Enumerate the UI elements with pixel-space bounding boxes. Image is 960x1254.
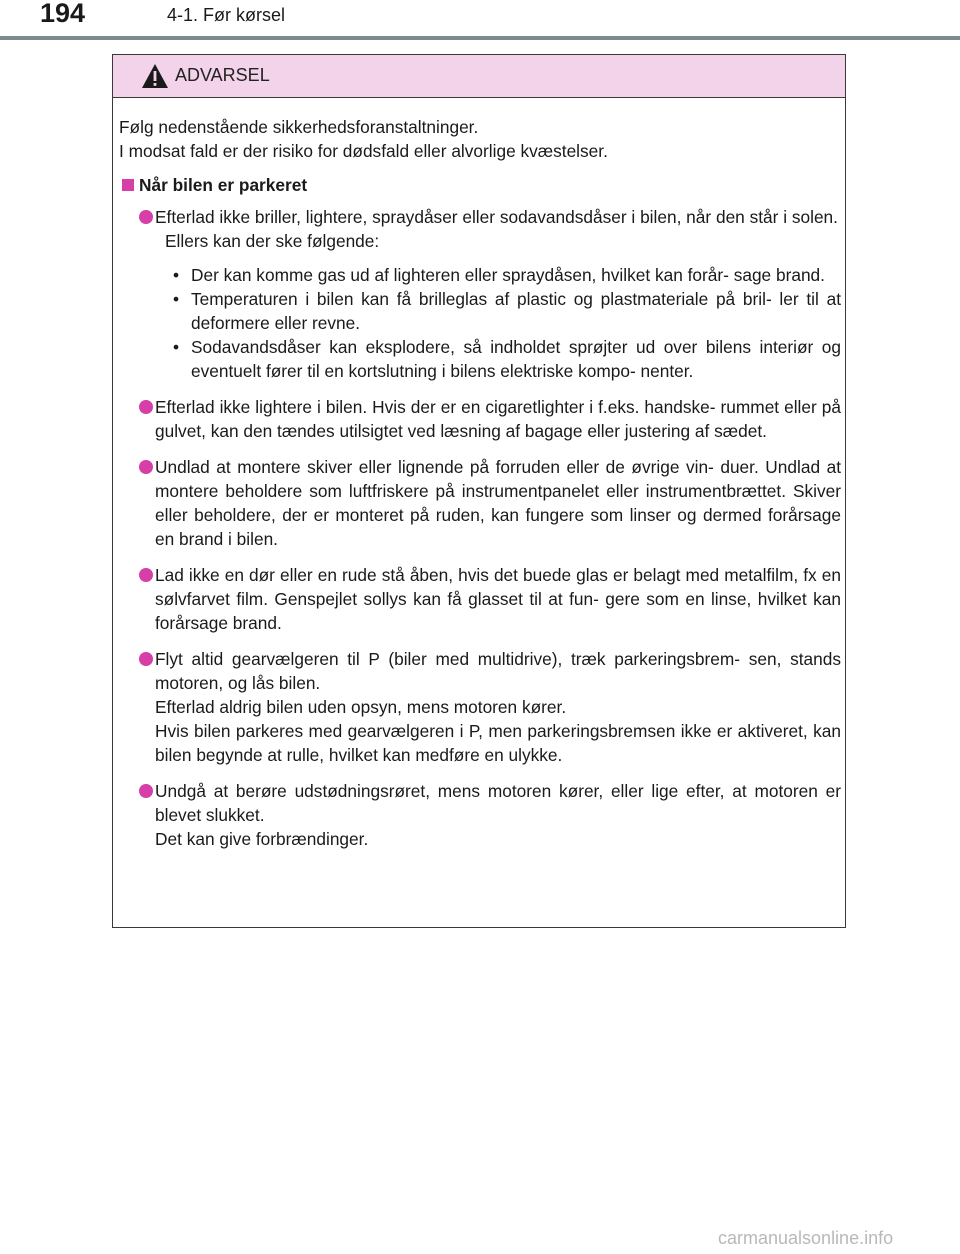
- list-item-text: Undgå at berøre udstødningsrøret, mens motoren kører, eller lige efter, at motoren er blevet slukket. Det kan give forbrændinger.: [155, 781, 841, 849]
- section-title: 4-1. Før kørsel: [167, 5, 286, 25]
- sub-bullet-item: • Der kan komme gas ud af lighteren eller spraydåsen, hvilket kan forår- sage brand.: [173, 263, 841, 287]
- header-divider: [0, 36, 960, 40]
- sub-bullet-item: • Sodavandsdåser kan eksplodere, så indholdet sprøjter ud over bilens interiør og eventuelt fører til en kortslutning i bilens elektriske kompo- nenter.: [173, 335, 841, 383]
- sub-bullet-list: [155, 263, 841, 383]
- sub-bullet-item: • Temperaturen i bilen kan få brilleglas af plastic og plastmateriale på bril- ler til at deformere eller revne.: [173, 287, 841, 335]
- list-item-text: Lad ikke en dør eller en rude stå åben, hvis det buede glas er belagt med metalfilm, fx en sølvfarvet film. Genspejlet sollys kan få glasset til at fun- gere som en linse, hvilket kan forårsage brand.: [155, 565, 841, 633]
- list-item: [119, 563, 841, 635]
- warning-box: [112, 54, 846, 928]
- circle-bullet-icon: [139, 210, 153, 224]
- warning-title: ADVARSEL: [175, 65, 270, 85]
- list-item-text: Efterlad ikke lightere i bilen. Hvis der er en cigaretlighter i f.eks. handske- rummet eller på gulvet, kan den tændes utilsigtet ved læsning af bagage eller justering af sædet.: [155, 397, 841, 441]
- list-item-note: Ellers kan der ske følgende:: [165, 231, 380, 251]
- list-item: [119, 455, 841, 551]
- circle-bullet-icon: [139, 652, 153, 666]
- page-header: [0, 0, 960, 40]
- watermark: carmanualsonline.info: [718, 1228, 894, 1248]
- circle-bullet-icon: [139, 460, 153, 474]
- square-bullet-icon: [122, 179, 134, 191]
- circle-bullet-icon: [139, 400, 153, 414]
- warning-header: [113, 55, 845, 98]
- list-item: [119, 205, 841, 383]
- list-item-text: Flyt altid gearvælgeren til P (biler med multidrive), træk parkeringsbrem- sen, stands motoren, og lås bilen. Efterlad aldrig bilen uden opsyn, mens motoren kører. Hvis bilen parkeres med gearvælgeren i P, men parkeringsbremsen ikke er aktiveret, kan bilen begynde at rulle, hvilket kan medføre en ulykke.: [155, 649, 841, 765]
- list-item: [119, 647, 841, 767]
- warning-body: [119, 115, 841, 863]
- circle-bullet-icon: [139, 568, 153, 582]
- circle-bullet-icon: [139, 784, 153, 798]
- list-item: [119, 779, 841, 851]
- warning-intro: Følg nedenstående sikkerhedsforanstaltninger. I modsat fald er der risiko for dødsfald eller alvorlige kvæstelser.: [119, 117, 608, 161]
- subheading: [119, 173, 841, 197]
- subheading-text: Når bilen er parkeret: [139, 175, 308, 195]
- page-number: 194: [40, 0, 86, 28]
- list-item: [119, 395, 841, 443]
- list-item-text: Efterlad ikke briller, lightere, spraydåser eller sodavandsdåser i bilen, når den står i solen.: [155, 207, 838, 227]
- list-item-text: Undlad at montere skiver eller lignende på forruden eller de øvrige vin- duer. Undlad at montere beholdere som luftfriskere på instrumentpanelet eller instrumentbrættet. Skiver eller beholdere, der er monteret på ruden, kan fungere som linser og dermed forårsage en brand i bilen.: [155, 457, 841, 549]
- warning-triangle-icon: [141, 63, 169, 89]
